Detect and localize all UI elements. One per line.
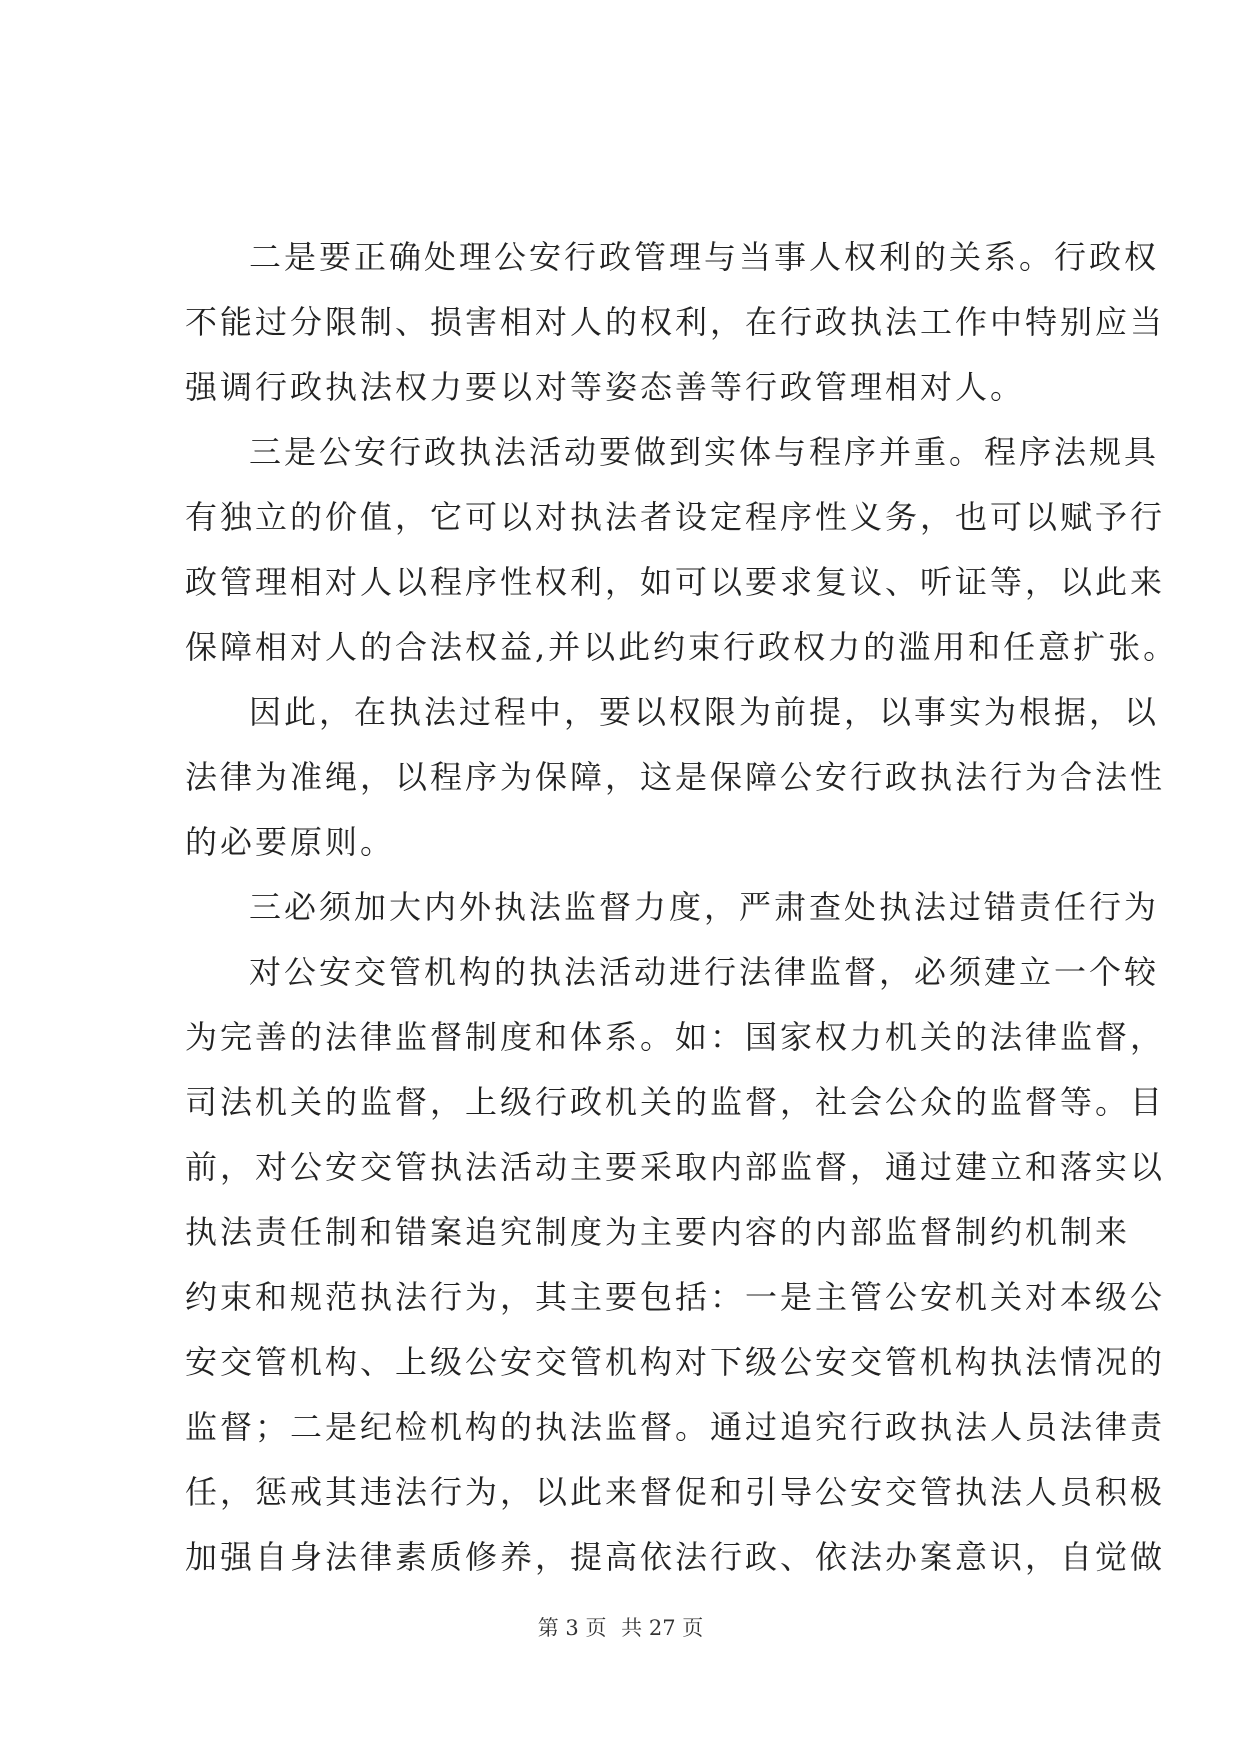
text-line: 司法机关的监督，上级行政机关的监督，社会公众的监督等。目 bbox=[185, 1083, 1166, 1121]
text-line: 因此，在执法过程中，要以权限为前提，以事实为根据，以 bbox=[249, 693, 1160, 731]
text-line: 不能过分限制、损害相对人的权利，在行政执法工作中特别应当 bbox=[185, 303, 1166, 341]
text-line: 保障相对人的合法权益,并以此约束行政权力的滥用和任意扩张。 bbox=[185, 628, 1179, 666]
text-line: 政管理相对人以程序性权利，如可以要求复议、听证等，以此来 bbox=[185, 563, 1166, 601]
text-line: 法律为准绳，以程序为保障，这是保障公安行政执法行为合法性 bbox=[185, 758, 1166, 796]
text-line: 监督；二是纪检机构的执法监督。通过追究行政执法人员法律责 bbox=[185, 1408, 1166, 1446]
text-line: 任，惩戒其违法行为，以此来督促和引导公安交管执法人员积极 bbox=[185, 1473, 1166, 1511]
text-line: 为完善的法律监督制度和体系。如：国家权力机关的法律监督， bbox=[185, 1018, 1166, 1056]
paragraph-principles bbox=[185, 680, 1166, 875]
paragraph-substance-procedure bbox=[185, 420, 1179, 680]
page-number: 第 3 页 bbox=[537, 1616, 607, 1640]
text-line: 三是公安行政执法活动要做到实体与程序并重。程序法规具 bbox=[249, 433, 1160, 471]
text-line: 对公安交管机构的执法活动进行法律监督，必须建立一个较 bbox=[249, 953, 1160, 991]
text-line: 约束和规范执法行为，其主要包括：一是主管公安机关对本级公 bbox=[185, 1278, 1166, 1316]
paragraph-admin-rights bbox=[185, 225, 1166, 420]
text-line: 强调行政执法权力要以对等姿态善等行政管理相对人。 bbox=[185, 368, 1026, 406]
heading-line: 三必须加大内外执法监督力度，严肃查处执法过错责任行为 bbox=[249, 888, 1160, 926]
text-line: 执法责任制和错案追究制度为主要内容的内部监督制约机制来 bbox=[185, 1213, 1131, 1251]
text-line: 二是要正确处理公安行政管理与当事人权利的关系。行政权 bbox=[249, 238, 1160, 276]
paragraph-supervision bbox=[185, 940, 1166, 1590]
text-line: 的必要原则。 bbox=[185, 823, 396, 861]
text-line: 前，对公安交管执法活动主要采取内部监督，通过建立和落实以 bbox=[185, 1148, 1166, 1186]
page-total: 共 27 页 bbox=[621, 1616, 704, 1640]
text-line: 加强自身法律素质修养，提高依法行政、依法办案意识，自觉做 bbox=[185, 1538, 1166, 1576]
section-heading bbox=[185, 875, 1160, 940]
text-line: 安交管机构、上级公安交管机构对下级公安交管机构执法情况的 bbox=[185, 1343, 1166, 1381]
body-text bbox=[185, 225, 1179, 1590]
page-footer bbox=[0, 1613, 1241, 1643]
text-line: 有独立的价值，它可以对执法者设定程序性义务，也可以赋予行 bbox=[185, 498, 1166, 536]
